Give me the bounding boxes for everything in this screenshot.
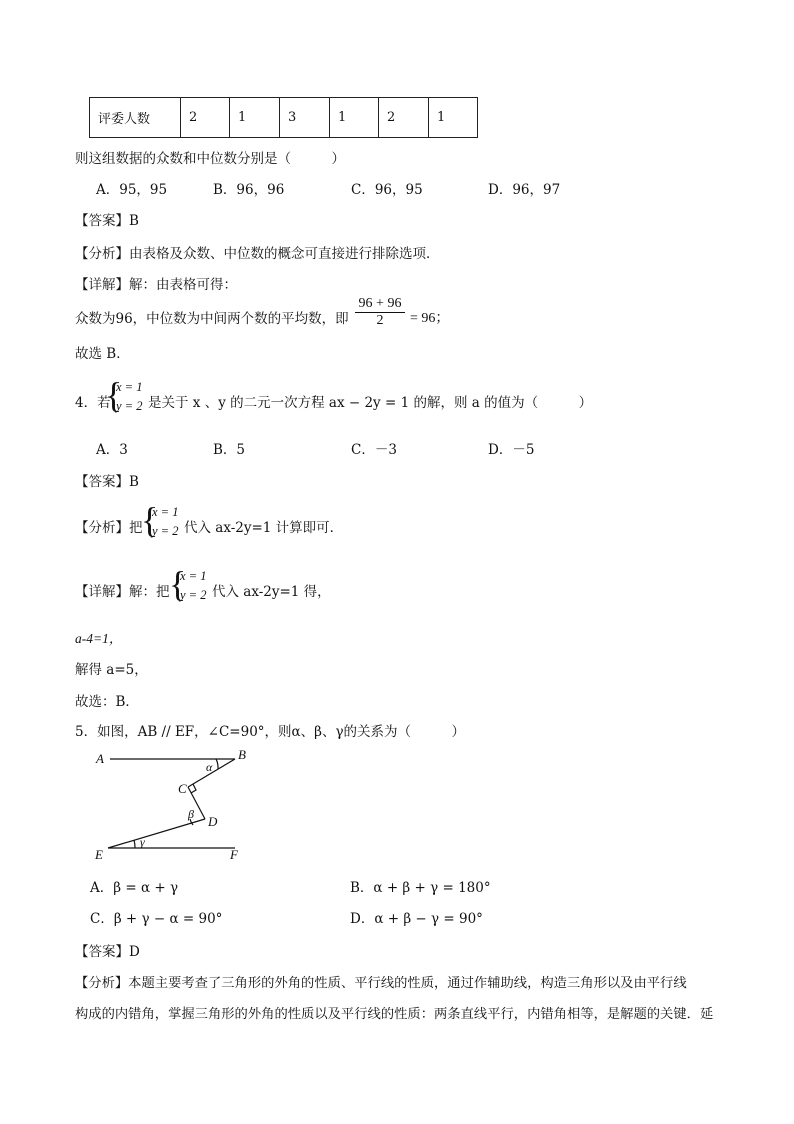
q5-option-b: B．α + β + γ = 180°: [350, 880, 491, 896]
q4-conclusion: 故选：B．: [75, 694, 139, 710]
q3-median-text: 众数为96，中位数为中间两个数的平均数，即: [75, 311, 349, 327]
q3-option-a: A．95，95: [96, 182, 168, 198]
fraction: [355, 296, 405, 329]
q5-option-d: D．α + β − γ = 90°: [350, 911, 483, 927]
q4-option-a: A．3: [96, 442, 128, 458]
q4-stem: 是关于 x 、y 的二元一次方程 ax − 2y = 1 的解，则 a 的值为（ ）: [148, 395, 593, 411]
q3-option-c: C．96，95: [351, 182, 423, 198]
q4-number: 4．若: [75, 395, 111, 411]
equation-x: x = 1: [152, 505, 179, 519]
label-b: B: [238, 747, 246, 762]
equation-y: y = 2: [152, 524, 179, 538]
label-e: E: [95, 847, 103, 862]
table-cell: 1: [330, 98, 379, 138]
label-a: A: [96, 751, 104, 766]
line-de: [108, 819, 205, 848]
table-cell: 2: [379, 98, 429, 138]
label-alpha: α: [206, 760, 213, 774]
label-beta: β: [188, 807, 194, 821]
q4-option-d: D．－5: [488, 442, 535, 458]
q3-conclusion: 故选 B．: [75, 346, 130, 362]
equation-x: x = 1: [116, 380, 143, 394]
label-f: F: [230, 847, 238, 862]
q4-system: [116, 378, 142, 416]
equation-x: x = 1: [180, 569, 207, 583]
label-c: C: [178, 781, 187, 796]
fraction-denominator: 2: [376, 313, 384, 328]
q5-answer: 【答案】D: [75, 944, 140, 960]
q5-option-a: A．β = α + γ: [90, 880, 179, 896]
label-gamma: γ: [140, 835, 145, 849]
q4-detail-pre: 【详解】解：把: [75, 584, 170, 600]
equation-y: y = 2: [116, 399, 143, 413]
table-cell: 3: [280, 98, 330, 138]
q4-step2: 解得 a=5，: [75, 662, 148, 678]
gamma-arc: [134, 840, 135, 848]
q4-option-c: C．－3: [351, 442, 397, 458]
table-cell: 1: [230, 98, 280, 138]
fraction-numerator: 96 + 96: [355, 296, 405, 313]
q4-analysis-post: 代入 ax-2y=1 计算即可．: [184, 520, 344, 536]
geometry-figure: [90, 745, 260, 865]
q4-option-b: B．5: [213, 442, 246, 458]
label-d: D: [208, 814, 218, 829]
q4-analysis-system: [152, 503, 178, 541]
q3-option-b: B．96，96: [213, 182, 285, 198]
q3-question: 则这组数据的众数和中位数分别是（ ）: [75, 151, 345, 167]
brace-icon: {: [141, 500, 159, 540]
q4-answer: 【答案】B: [75, 474, 139, 490]
alpha-arc: [216, 759, 218, 769]
q4-detail-post: 代入 ax-2y=1 得，: [212, 584, 331, 600]
table-row: [90, 98, 478, 138]
table-cell: 1: [429, 98, 478, 138]
score-table: [89, 97, 478, 138]
q5-analysis-line1: 【分析】本题主要考查了三角形的外角的性质、平行线的性质，通过作辅助线，构造三角形以及由平行线: [75, 976, 687, 991]
table-label-cell: 评委人数: [90, 98, 181, 138]
fraction-result: = 96；: [410, 311, 450, 326]
q3-option-d: D．96，97: [488, 182, 561, 198]
q3-answer: 【答案】B: [75, 213, 139, 229]
q5-analysis-line2: 构成的内错角，掌握三角形的外角的性质以及平行线的性质：两条直线平行，内错角相等，是解题的关键．延: [75, 1007, 714, 1022]
q4-analysis-pre: 【分析】把: [75, 520, 143, 536]
q3-analysis: 【分析】由表格及众数、中位数的概念可直接进行排除选项．: [75, 246, 440, 262]
table-cell: 2: [181, 98, 230, 138]
q4-step1: a-4=1，: [75, 631, 123, 646]
q5-option-c: C．β + γ − α = 90°: [90, 911, 223, 927]
q3-detail: 【详解】解：由表格可得：: [75, 277, 237, 293]
brace-icon: {: [105, 375, 123, 415]
q5-question: 5．如图，AB // EF，∠C=90°，则α、β、γ的关系为（ ）: [75, 724, 466, 740]
equation-y: y = 2: [180, 588, 207, 602]
q4-detail-system: [180, 567, 206, 605]
brace-icon: {: [169, 564, 187, 604]
